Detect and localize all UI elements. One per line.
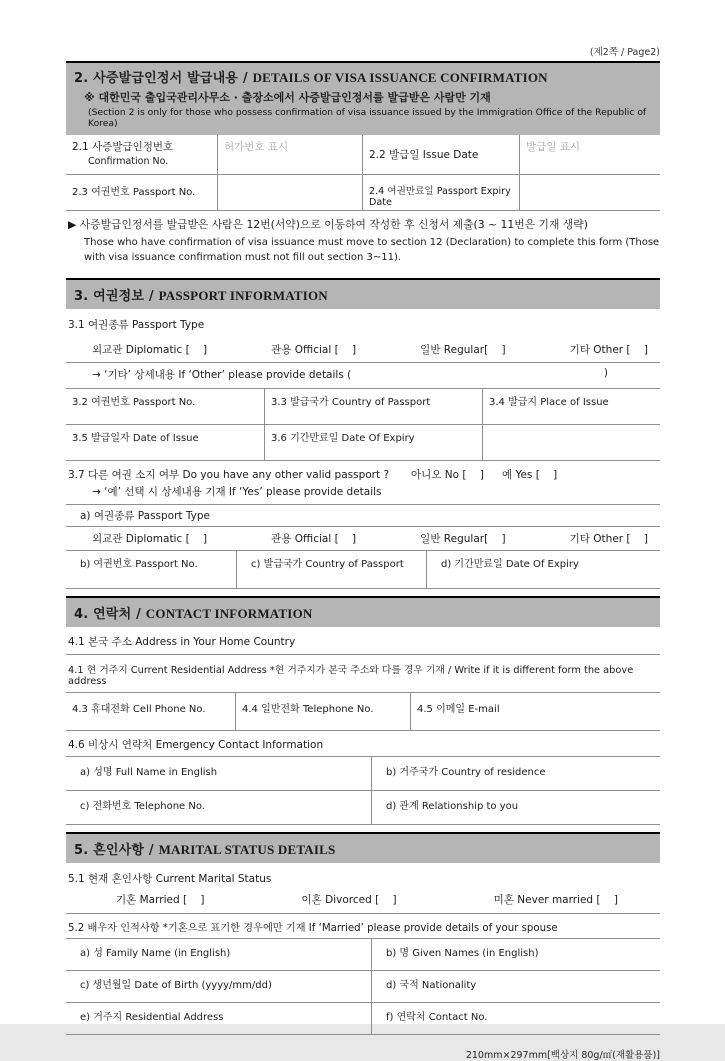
- sub-passport-type-label: a) 여권종류 Passport Type: [66, 505, 660, 527]
- sub-checkbox-other[interactable]: 기타 Other [ ]: [569, 533, 648, 545]
- section2-title-en: DETAILS OF VISA ISSUANCE CONFIRMATION: [252, 70, 548, 85]
- section2-title-ko: 2. 사증발급인정서 발급내용 /: [74, 71, 248, 86]
- cell-phone-field[interactable]: 4.3 휴대전화 Cell Phone No.: [66, 693, 236, 730]
- marital-status-label: 5.1 현재 혼인사항 Current Marital Status: [68, 873, 272, 885]
- confirmation-no-placeholder: 허가번호 표시: [224, 141, 289, 153]
- checkbox-yes[interactable]: 예 Yes [ ]: [501, 469, 558, 481]
- passport-expiry-input[interactable]: [520, 175, 660, 210]
- emergency-phone-field[interactable]: c) 전화번호 Telephone No.: [66, 791, 372, 824]
- confirmation-no-label-ko: 2.1 사증발급인정번호: [72, 141, 174, 153]
- marital-options-row: [66, 890, 660, 914]
- checkbox-regular[interactable]: 일반 Regular[ ]: [420, 344, 506, 356]
- section3-header-bar: [66, 278, 660, 309]
- row-2-3-2-4: [66, 175, 660, 211]
- checkbox-divorced[interactable]: 이혼 Divorced [ ]: [301, 894, 397, 906]
- passport-number-field[interactable]: 3.2 여권번호 Passport No.: [66, 389, 265, 424]
- sub-checkbox-regular[interactable]: 일반 Regular[ ]: [420, 533, 506, 545]
- field-issue-date-label: [363, 135, 520, 174]
- section4-header-bar: [66, 596, 660, 627]
- row-3-7-bcd: [66, 551, 660, 589]
- section5-header-bar: [66, 832, 660, 863]
- email-field[interactable]: 4.5 이메일 E-mail: [417, 704, 500, 715]
- section5-title-en: MARITAL STATUS DETAILS: [158, 842, 336, 857]
- row-3-7: [66, 461, 660, 505]
- emergency-country-field[interactable]: b) 거주국가 Country of residence: [386, 767, 546, 778]
- other-passport-question: [66, 461, 660, 483]
- passport-no-input[interactable]: [218, 175, 363, 210]
- section2-title: [74, 67, 652, 86]
- checkbox-diplomatic[interactable]: 외교관 Diplomatic [ ]: [92, 344, 208, 356]
- row-4-6-ab: [66, 757, 660, 791]
- passport-no-label: 2.3 여권번호 Passport No.: [66, 175, 218, 210]
- checkbox-official[interactable]: 관용 Official [ ]: [271, 344, 357, 356]
- other-passport-label: 3.7 다른 여권 소지 여부 Do you have any other valid passport ?: [68, 469, 390, 481]
- other-details-input[interactable]: ): [603, 367, 608, 379]
- spouse-given-names-field[interactable]: b) 명 Given Names (in English): [386, 948, 539, 959]
- section3-title-en: PASSPORT INFORMATION: [158, 288, 328, 303]
- date-of-issue-field[interactable]: 3.5 발급일자 Date of Issue: [66, 425, 265, 460]
- instruction-english-line2: with visa issuance confirmation must not fill out section 3~11).: [84, 252, 402, 263]
- row-5-2-ab: [66, 939, 660, 971]
- field-confirmation-no-label: [66, 135, 218, 174]
- sub-checkbox-official[interactable]: 관용 Official [ ]: [271, 533, 357, 545]
- page-number-marker: (제2쪽 / Page2): [589, 47, 660, 58]
- row-2-1-2-2: [66, 135, 660, 175]
- confirmation-no-label-en: Confirmation No.: [88, 156, 169, 167]
- emergency-relationship-field[interactable]: d) 관계 Relationship to you: [386, 801, 519, 812]
- spouse-contact-field[interactable]: f) 연락처 Contact No.: [386, 1012, 488, 1023]
- row-4-3-4-5: [66, 693, 660, 731]
- confirmation-no-input[interactable]: [218, 135, 363, 174]
- empty-cell: [483, 425, 660, 460]
- other-details-label: → ‘기타’ 상세내용 If ‘Other’ please provide details (: [92, 369, 352, 381]
- passport-type-label: 3.1 여권종류 Passport Type: [68, 319, 205, 331]
- passport-type-options-row: [66, 336, 660, 363]
- telephone-field[interactable]: 4.4 일반전화 Telephone No.: [236, 693, 411, 730]
- sub-country-field[interactable]: c) 발급국가 Country of Passport: [237, 551, 427, 588]
- row-4-6-cd: [66, 791, 660, 825]
- section2-header-bar: [66, 61, 660, 135]
- checkbox-never-married[interactable]: 미혼 Never married [ ]: [493, 894, 618, 906]
- section2-note-korean: ※ 대한민국 출입국관리사무소 · 출장소에서 사증발급인정서를 발급받은 사람만 기재: [84, 91, 491, 104]
- section3-title-ko: 3. 여권정보 /: [74, 289, 154, 304]
- section2-note-english: (Section 2 is only for those who possess confirmation of visa issuance issued by the Immigration Office of the Republic of Korea): [88, 107, 647, 129]
- sub-passport-type-options-row: [66, 527, 660, 551]
- spouse-birth-date-field[interactable]: c) 생년월일 Date of Birth (yyyy/mm/dd): [66, 971, 372, 1002]
- spouse-address-field[interactable]: e) 거주지 Residential Address: [66, 1003, 372, 1034]
- emergency-contact-label: 4.6 비상시 연락처 Emergency Contact Information: [66, 731, 660, 757]
- home-address-field[interactable]: 4.1 본국 주소 Address in Your Home Country: [66, 627, 660, 655]
- checkbox-no[interactable]: 아니오 No [ ]: [411, 469, 484, 481]
- place-of-issue-field[interactable]: 3.4 발급지 Place of Issue: [489, 397, 609, 408]
- checkbox-other[interactable]: 기타 Other [ ]: [569, 344, 648, 356]
- date-of-expiry-field[interactable]: 3.6 기간만료일 Date Of Expiry: [265, 425, 483, 460]
- issue-date-placeholder: 발급일 표시: [526, 141, 581, 153]
- section2-instruction: [66, 211, 660, 271]
- spouse-family-name-field[interactable]: a) 성 Family Name (in English): [66, 939, 372, 970]
- row-3-5-3-6: [66, 425, 660, 461]
- yes-details-note: → ‘예’ 선택 시 상세내용 기재 If ‘Yes’ please provide details: [66, 483, 660, 505]
- sub-checkbox-diplomatic[interactable]: 외교관 Diplomatic [ ]: [92, 533, 208, 545]
- section5-title-ko: 5. 혼인사항 /: [74, 843, 154, 858]
- issue-date-input[interactable]: [520, 135, 660, 174]
- paper-spec-note: 210mm×297mm[백상지 80g/㎡(재활용품)]: [465, 1050, 660, 1061]
- sub-expiry-field[interactable]: d) 기간만료일 Date Of Expiry: [441, 559, 579, 570]
- emergency-name-field[interactable]: a) 성명 Full Name in English: [66, 757, 372, 790]
- checkbox-married[interactable]: 기혼 Married [ ]: [116, 894, 205, 906]
- other-details-row: [66, 363, 660, 389]
- spouse-details-label: 5.2 배우자 인적사항 *기혼으로 표기한 경우에만 기재 If ‘Married’ please provide details of your spouse: [66, 914, 660, 939]
- passport-expiry-label: 2.4 여권만료일 Passport Expiry Date: [363, 175, 520, 210]
- section4-title-en: CONTACT INFORMATION: [145, 606, 313, 621]
- issue-date-label: 2.2 발급일 Issue Date: [369, 149, 479, 161]
- row-5-2-ef: [66, 1003, 660, 1035]
- row-5-2-cd: [66, 971, 660, 1003]
- instruction-english-line1: Those who have confirmation of visa issuance must move to section 12 (Declaration) to complete this form (Those: [84, 237, 660, 248]
- section4-title-ko: 4. 연락처 /: [74, 607, 142, 622]
- row-3-2-3-4: [66, 389, 660, 425]
- current-address-field[interactable]: 4.1 현 거주지 Current Residential Address *현 거주지가 본국 주소와 다를 경우 기재 / Write if it is different form the above address: [66, 655, 660, 693]
- spouse-nationality-field[interactable]: d) 국적 Nationality: [386, 980, 477, 991]
- instruction-korean: ▶ 사증발급인정서를 발급받은 사람은 12번(서약)으로 이동하여 작성한 후 신청서 제출(3 ~ 11번은 기재 생략): [68, 218, 588, 231]
- sub-passport-no-field[interactable]: b) 여권번호 Passport No.: [66, 551, 237, 588]
- country-of-passport-field[interactable]: 3.3 발급국가 Country of Passport: [265, 389, 483, 424]
